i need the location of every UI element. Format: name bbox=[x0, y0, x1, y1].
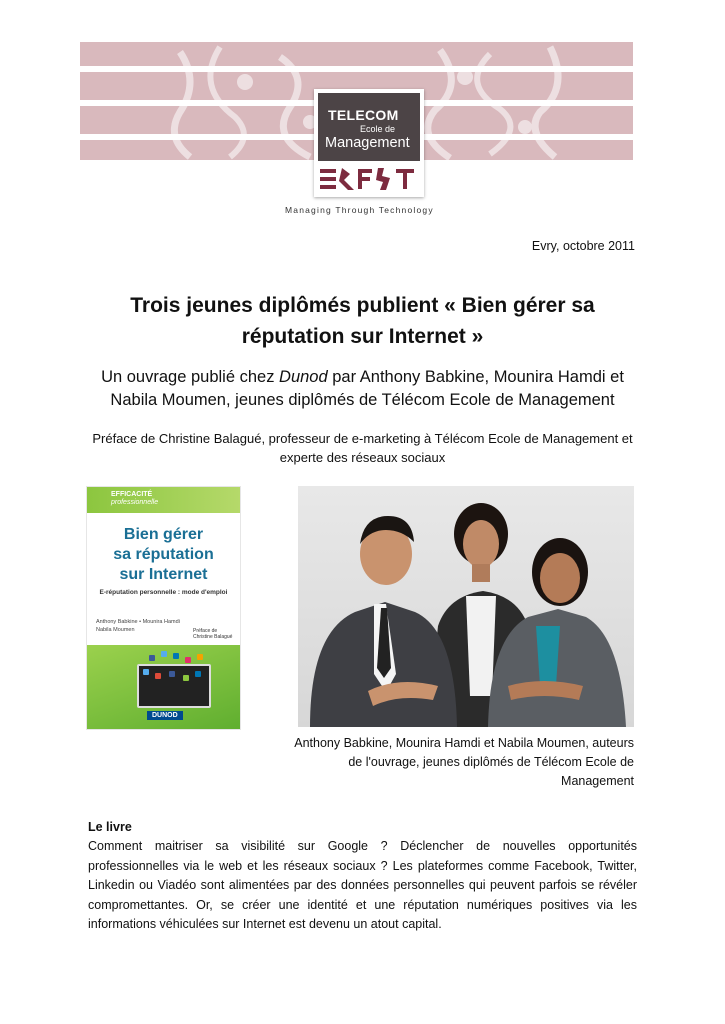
book-authors-line2: Nabila Moumen bbox=[96, 627, 135, 633]
social-icon bbox=[161, 651, 167, 657]
social-icon bbox=[195, 671, 201, 677]
social-icon bbox=[149, 655, 155, 661]
social-icon bbox=[155, 673, 161, 679]
book-series-label bbox=[111, 491, 158, 507]
book-authors-line1: Anthony Babkine • Mounira Hamdi bbox=[96, 619, 180, 625]
header-banner bbox=[80, 42, 633, 217]
subtitle-part-2: par Anthony Babkine, Mounira Hamdi et Nabila Moumen, jeunes diplômés de Télécom Ecole de Management bbox=[110, 368, 624, 409]
publisher-name: Dunod bbox=[279, 368, 328, 386]
book-cover bbox=[86, 486, 241, 730]
book-title-line3: sur Internet bbox=[119, 566, 208, 583]
book-title bbox=[87, 525, 240, 585]
subtitle-part-1: Un ouvrage publié chez bbox=[101, 368, 280, 386]
dateline: Evry, octobre 2011 bbox=[531, 239, 635, 253]
section-heading: Le livre bbox=[88, 820, 132, 834]
logo-management-text: Management bbox=[325, 135, 410, 151]
book-series-line1: EFFICACITÉ bbox=[111, 491, 153, 498]
book-title-line2: sa réputation bbox=[113, 546, 214, 563]
logo-ecole-text: Ecole de bbox=[360, 124, 396, 134]
book-series-band bbox=[87, 487, 240, 513]
press-release-subtitle bbox=[80, 366, 645, 412]
social-icon bbox=[143, 669, 149, 675]
social-icon bbox=[185, 657, 191, 663]
logo-glyph-icon bbox=[318, 165, 420, 193]
banner-tagline: Managing Through Technology bbox=[285, 205, 434, 215]
authors-photo-illustration bbox=[298, 486, 634, 727]
social-icon bbox=[183, 675, 189, 681]
book-subtitle: E-réputation personnelle : mode d'emploi bbox=[99, 589, 228, 596]
logo-telecom-text: TELECOM bbox=[328, 107, 399, 123]
book-authors bbox=[96, 618, 180, 634]
book-preface-line1: Préface de bbox=[193, 628, 218, 634]
book-preface-line2: Christine Balagué bbox=[193, 634, 233, 640]
preface-line: Préface de Christine Balagué, professeur de e-marketing à Télécom Ecole de Management et experte des réseaux sociaux bbox=[92, 431, 633, 465]
photo-caption: Anthony Babkine, Mounira Hamdi et Nabila Moumen, auteurs de l'ouvrage, jeunes diplômés de Télécom Ecole de Management bbox=[294, 736, 634, 788]
telecom-logo bbox=[314, 89, 424, 197]
social-icon bbox=[173, 653, 179, 659]
social-icon bbox=[169, 671, 175, 677]
book-publisher-logo: DUNOD bbox=[147, 711, 183, 720]
book-series-line2: professionnelle bbox=[111, 499, 159, 506]
authors-photo bbox=[298, 486, 634, 727]
section-paragraph: Comment maitriser sa visibilité sur Google ? Déclencher de nouvelles opportunités professionnelles via le web et les réseaux sociaux ? Les plateformes comme Facebook, Twitter, Linkedin ou Viadéo sont alimentées par des données personnelles qui peuvent parfois se révéler compromettantes. Or, se créer une identité et une réputation numériques positives via les informations véhiculées sur Internet est devenu un atout capital. bbox=[88, 839, 637, 931]
press-release-title: Trois jeunes diplômés publient « Bien gérer sa réputation sur Internet » bbox=[130, 294, 595, 348]
social-icon bbox=[197, 654, 203, 660]
book-preface bbox=[193, 628, 232, 640]
book-title-line1: Bien gérer bbox=[123, 526, 204, 543]
